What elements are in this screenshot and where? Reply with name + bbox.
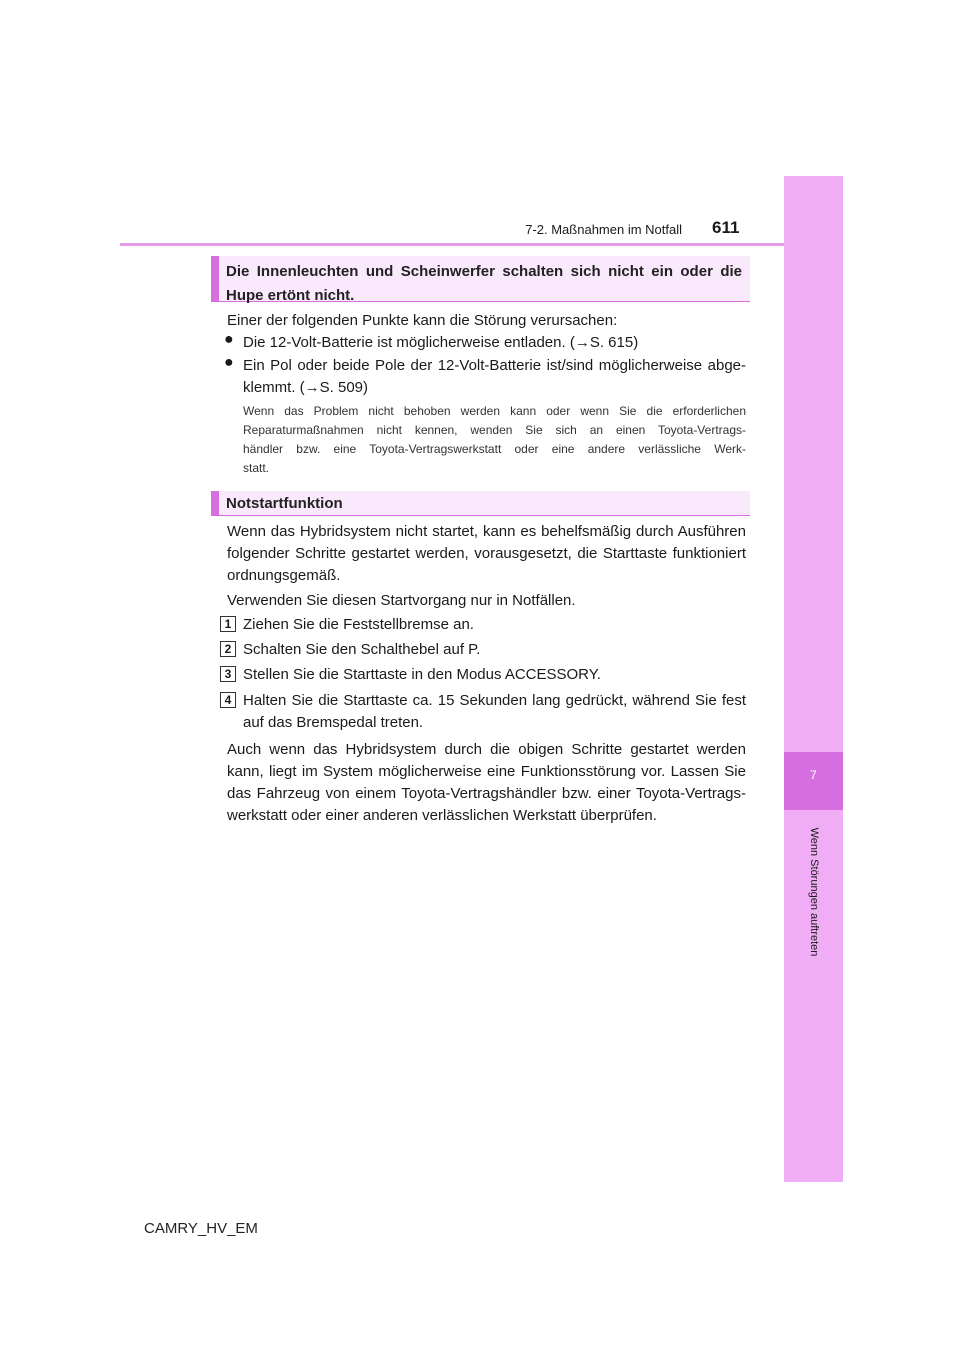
note-line: händler bzw. eine Toyota-Vertragswerkstatt oder eine andere verlässliche Werk-	[243, 442, 746, 456]
chapter-number: 7	[810, 768, 817, 782]
step-number-badge: 2	[220, 641, 236, 657]
section2-intro-line: Wenn das Hybridsystem nicht startet, kann es behelfsmäßig durch Ausführen	[227, 523, 746, 540]
page-number: 611	[712, 218, 740, 237]
step-text-continuation: auf das Bremspedal treten.	[243, 714, 424, 731]
step-number-badge: 4	[220, 692, 236, 708]
note-line: Wenn das Problem nicht behoben werden kann oder wenn Sie die erforderlichen	[243, 404, 746, 418]
step-text: Halten Sie die Starttaste ca. 15 Sekunden lang gedrückt, während Sie fest	[243, 692, 746, 709]
note-line: Reparaturmaßnahmen nicht kennen, wenden Sie sich an einen Toyota-Vertrags-	[243, 423, 746, 437]
chapter-side-tab	[784, 176, 843, 1182]
section-title: 7-2. Maßnahmen im Notfall	[525, 222, 682, 237]
closing-line: kann, liegt im System möglicherweise eine Funktionsstörung vor. Lassen Sie	[227, 763, 746, 780]
step-text: Schalten Sie den Schalthebel auf P.	[243, 641, 481, 658]
step-number-badge: 1	[220, 616, 236, 632]
model-code: CAMRY_HV_EM	[144, 1220, 258, 1237]
section2-intro-line: ordnungsgemäß.	[227, 567, 341, 584]
closing-line: das Fahrzeug von einem Toyota-Vertragshändler bzw. einer Toyota-Vertrags-	[227, 785, 746, 802]
note-line: statt.	[243, 461, 270, 475]
bullet-item: Ein Pol oder beide Pole der 12-Volt-Batterie ist/sind möglicherweise abge-	[243, 357, 746, 374]
section1-intro: Einer der folgenden Punkte kann die Störung verursachen:	[227, 312, 618, 329]
bullet-item: Die 12-Volt-Batterie ist möglicherweise entladen. (→S. 615)	[243, 334, 639, 351]
bullet-dot-icon: ●	[224, 331, 234, 348]
closing-line: Auch wenn das Hybridsystem durch die obigen Schritte gestartet werden	[227, 741, 746, 758]
closing-line: werkstatt oder einer anderen verlässlichen Werkstatt überprüfen.	[227, 807, 657, 824]
section-heading-lights-horn: Die Innenleuchten und Scheinwerfer schalten sich nicht ein oder die Hupe ertönt nicht.	[211, 256, 750, 302]
header-rule	[120, 243, 784, 246]
section-heading-emergency-start: Notstartfunktion	[211, 491, 750, 516]
step-number-badge: 3	[220, 666, 236, 682]
step-text: Ziehen Sie die Feststellbremse an.	[243, 616, 474, 633]
step-text: Stellen Sie die Starttaste in den Modus ACCESSORY.	[243, 666, 601, 683]
emergency-warning: Verwenden Sie diesen Startvorgang nur in Notfällen.	[227, 592, 576, 609]
bullet-item-continuation: klemmt. (→S. 509)	[243, 379, 369, 396]
chapter-label: Wenn Störungen auftreten	[808, 827, 820, 957]
bullet-dot-icon: ●	[224, 354, 234, 371]
section2-intro-line: folgender Schritte gestartet werden, vorausgesetzt, die Starttaste funktioniert	[227, 545, 746, 562]
